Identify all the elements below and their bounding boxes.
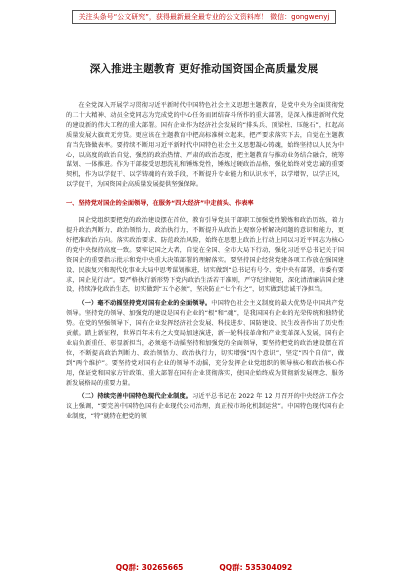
top-banner <box>0 0 408 34</box>
subsection-1 <box>66 299 344 388</box>
section-heading-1: 一、坚持党对国企的全面领导，在服务“四大经济”中走前头、作表率 <box>66 200 254 208</box>
subsection-1-text: 中国特色社会主义制度的最大优势是中国共产党领导。坚持党的领导、加强党的建设是国有企业的“根”和“魂”，是我国国有企业的光荣传统和独特优势。在党的坚强领导下，国有企业发挥经济社会发展、科技进步、国防建设、民生改善作出了历史性贡献。踏上新征程，世界百年未有之大变局加速演进，新一轮科技革命和产业变革深入发展，国有企业肩负新重任、彰显新担当，必须毫不动摇坚持和加强党的全面领导，要坚持把党的政治建设摆在首位，不断提高政治判断力、政治领悟力、政治执行力，切实增强“四个意识”，坚定“四个自信”，做到“两个维护”。要坚持党对国有企业的领导不动摇，充分发挥企业党组织的领导核心和政治核心作用，保证党和国家方针政策、重大部署在国有企业贯彻落实，使国企始终成为贯彻新发展理念、服务新发展格局的重要力量。 <box>66 300 344 387</box>
footer <box>0 562 408 573</box>
qq-group-left: QQ群: 30265665 <box>115 563 184 572</box>
subsection-2-text: 习近平总书记在 2022 年 12 月召开的中央经济工作会议上强调，“要完善中国特色国有企业现代公司治理，真正按市场化机制运营”。中国特色现代国有企业制度，“特”就特在把党的领 <box>66 393 344 421</box>
qq-group-right: QQ群: 535304092 <box>219 563 293 572</box>
subsection-2 <box>66 392 344 422</box>
promo-banner-text: 关注头条号“公文研究”，获得最新最全最专业的公文资料库！ 微信：gongwenyj <box>72 10 337 24</box>
intro-paragraph: 在全党深入开展学习贯彻习近平新时代中国特色社会主义思想主题教育，是党中央为全面贯彻党的二十大精神、动员全党同志为完成党的中心任务而团结奋斗所作的重大部署，是深入推进新时代党的建设新的伟大工程的重大部署。国有企业作为经济社会发展的“排头兵、顶梁柱、压舱石”，扛起高质量发展大旗责无旁贷。更应该在主题教育中把高标准树立起来，把严要求落实下去，自觉在主题教育当先锋做表率。要持续不断用习近平新时代中国特色社会主义思想凝心铸魂，始终坚持以人民为中心，以高度的政治自觉、强烈的政治热情、严肃的政治态度，把主题教育与推动业务结合融合，统筹谋划、一体推进。作为干部接受思想洗礼和锤炼党性，锤炼过硬政治品格，强化始终对党忠诚的重要契机，作为以学促干、以学铸魂的有效手段，不断提升专业能力和认识水平，以学增智，以学正风，以学促干，为国资国企高质量发展提供坚强保障。 <box>66 102 344 189</box>
section-1-paragraph: 国企党组织要把党的政治建设摆在首位，教育引导党员干部职工加强党性锻炼和政治历练，着力提升政治判断力、政治领悟力、政治执行力，不断提升从政治上观察分析解决问题的意识和能力，更好把准政治方向。落实政治要求、防范政治风险，始终在思想上政治上行动上同以习近平同志为核心的党中央保持高度一致。要牢记国之大者，自觉在全国、全市大局下行动，强化习近平总书记关于国资国企的重要指示批示和党中央重大决策部署的理解落实。要坚持国企经营党建各项工作放在强国建设、民族复兴和现代化事业大局中思考谋划推进，切实做到“总书记有号令、党中央有部署，市委有要求，国企见行动”。要严格执行新形势下党内政治生活若干准则，严守纪律规矩，深化清清廉洁国企建设，持续净化政治生态，切实做到“五个必须”，坚决防止“七个有之”，切实做到忠诚干净担当。 <box>66 217 344 294</box>
subsection-2-heading: （二）持续完善中国特色现代企业制度。 <box>78 393 193 401</box>
article-title: 深入推进主题教育 更好推动国资国企高质量发展 <box>89 63 319 75</box>
article-body <box>66 101 344 422</box>
subsection-1-heading: （一）毫不动摇坚持党对国有企业的全面领导。 <box>78 300 212 308</box>
